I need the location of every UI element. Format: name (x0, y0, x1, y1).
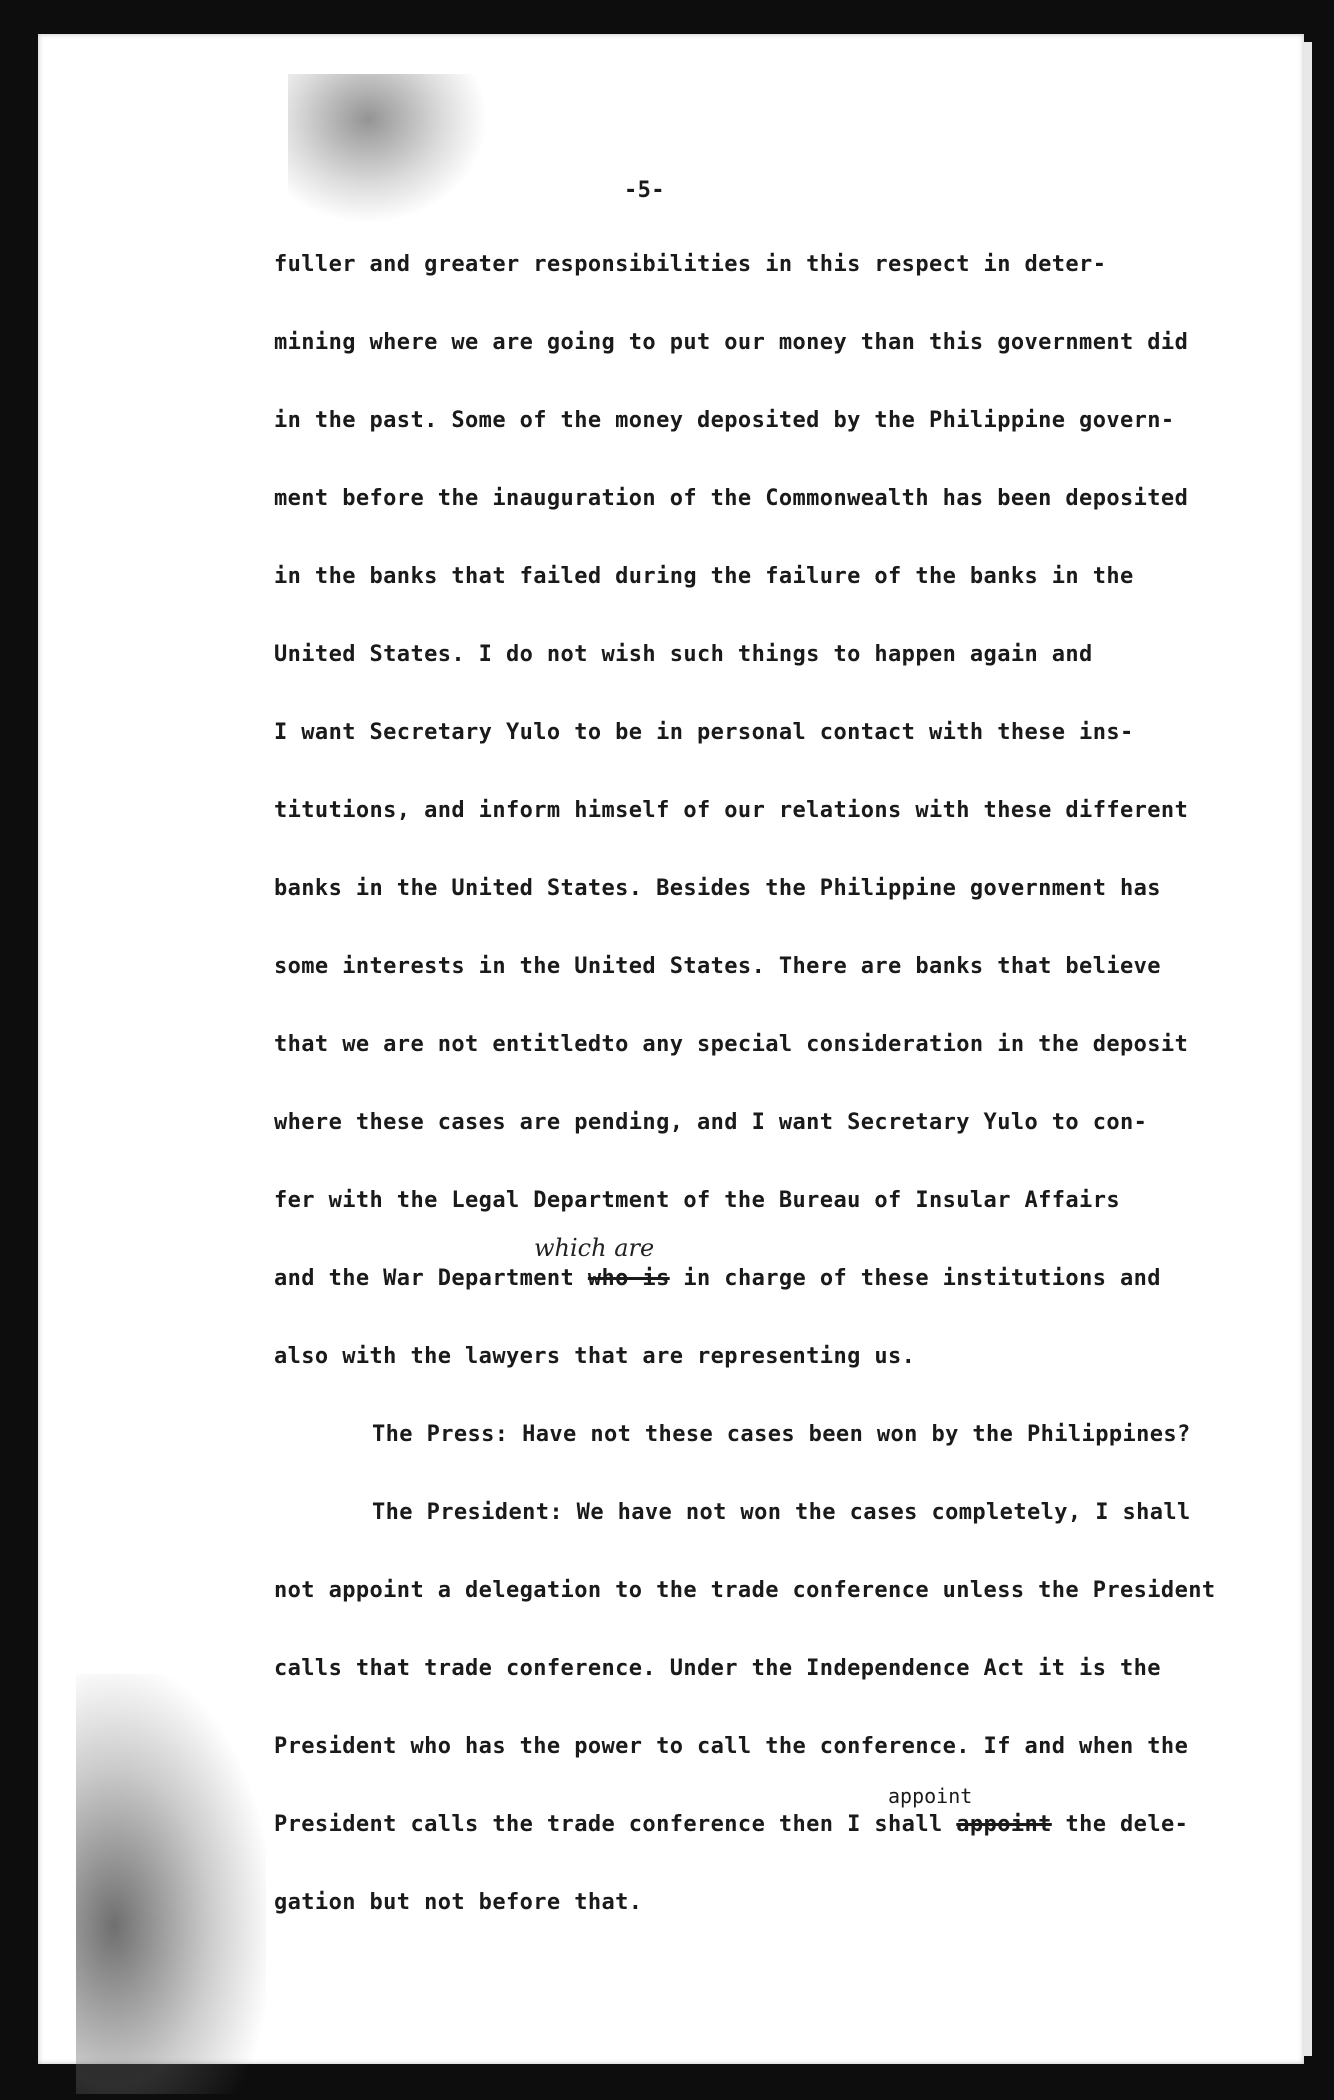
struck-word: appoint (956, 1812, 1052, 1837)
body-line-5: in the banks that failed during the failure of the banks in the (274, 564, 1134, 589)
body-line-1: fuller and greater responsibilities in this respect in deter- (274, 252, 1107, 277)
line-20-before: President calls the trade conference then I shall (274, 1812, 957, 1837)
body-line-10: some interests in the United States. There are banks that believe (274, 954, 1161, 979)
top-smudge (288, 74, 488, 224)
struck-text: who is (587, 1266, 670, 1291)
line-20-after: the dele- (1051, 1812, 1189, 1837)
typed-insertion: appoint (888, 1784, 973, 1808)
body-line-20 (274, 1812, 1188, 1837)
body-line-9: banks in the United States. Besides the Philippine government has (274, 876, 1161, 901)
body-line-6: United States. I do not wish such things to happen again and (274, 642, 1093, 667)
bottom-smudge (76, 1674, 266, 2094)
body-line-7: I want Secretary Yulo to be in personal contact with these ins- (274, 720, 1134, 745)
president-answer-line-2: not appoint a delegation to the trade conference unless the President (274, 1578, 1216, 1603)
body-line-13: fer with the Legal Department of the Bureau of Insular Affairs (274, 1188, 1120, 1213)
document-page (38, 34, 1304, 2064)
body-line-21: gation but not before that. (274, 1890, 643, 1915)
handwritten-insertion: which are (534, 1234, 655, 1262)
body-line-8: titutions, and inform himself of our relations with these different (274, 798, 1189, 823)
line-14-after: in charge of these institutions and (669, 1266, 1161, 1291)
body-line-11: that we are not entitledto any special consideration in the deposit (274, 1032, 1189, 1057)
president-answer-line-4: President who has the power to call the conference. If and when the (274, 1734, 1189, 1759)
body-line-12: where these cases are pending, and I want Secretary Yulo to con- (274, 1110, 1148, 1135)
president-answer-line-3: calls that trade conference. Under the Independence Act it is the (274, 1656, 1161, 1681)
president-answer-line-1: The President: We have not won the cases completely, I shall (372, 1500, 1191, 1525)
body-line-3: in the past. Some of the money deposited by the Philippine govern- (274, 408, 1175, 433)
page-number: -5- (624, 178, 665, 203)
body-line-2: mining where we are going to put our money than this government did (274, 330, 1189, 355)
body-line-14 (274, 1266, 1161, 1291)
body-line-4: ment before the inauguration of the Commonwealth has been deposited (274, 486, 1189, 511)
line-14-before: and the War Department (274, 1266, 588, 1291)
body-line-15: also with the lawyers that are representing us. (274, 1344, 916, 1369)
press-question: The Press: Have not these cases been won by the Philippines? (372, 1422, 1191, 1447)
